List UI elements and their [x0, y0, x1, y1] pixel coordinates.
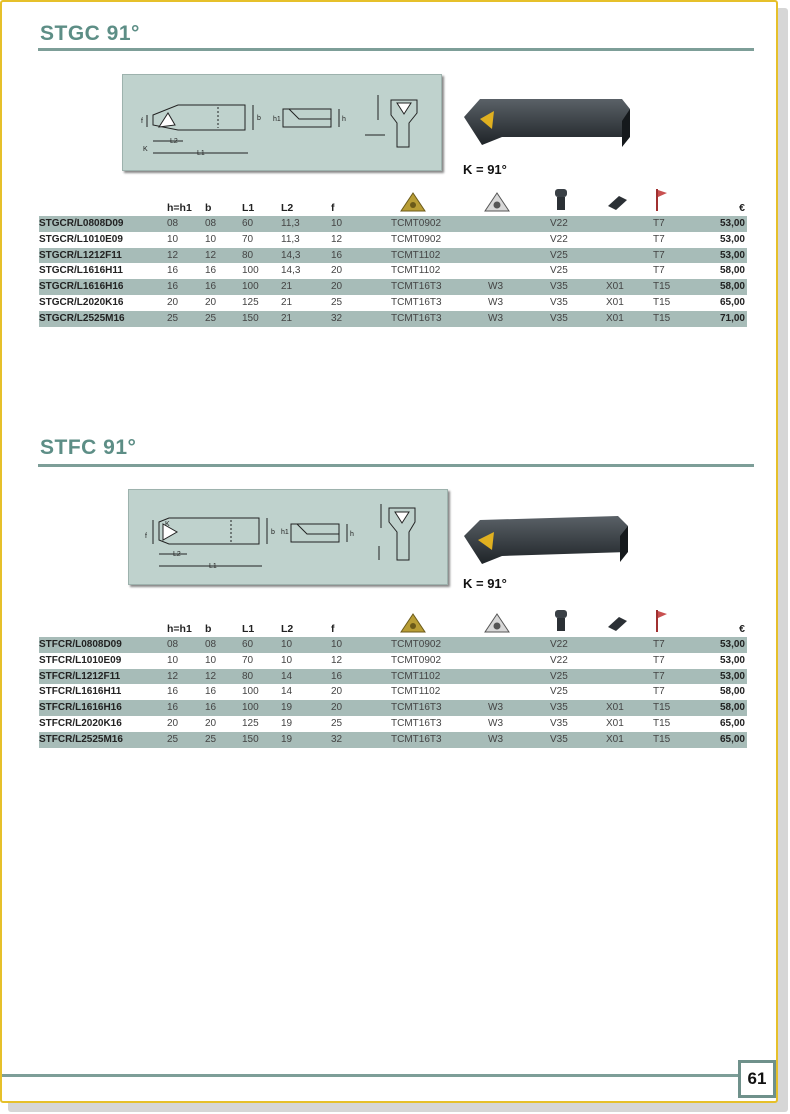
- key-icon: [655, 188, 669, 212]
- section-title: STGC 91°: [40, 22, 140, 45]
- cell-insert: TCMT0902: [391, 639, 442, 650]
- cell-price: 53,00: [719, 670, 745, 682]
- cell-l2: 10: [281, 639, 293, 650]
- cell-h: 20: [167, 296, 179, 308]
- cell-code: STFCR/L1616H11: [39, 686, 122, 698]
- cell-b: 12: [205, 249, 217, 261]
- cell-b: 20: [205, 717, 217, 729]
- cell-w: W3: [488, 296, 503, 308]
- table-row: [39, 637, 747, 653]
- cell-t: T7: [653, 218, 665, 229]
- cell-h: 16: [167, 702, 179, 714]
- cell-h: 08: [167, 639, 179, 650]
- insert-icon: [399, 613, 427, 633]
- cell-code: STFCR/L1212F11: [39, 670, 121, 682]
- table-row: [39, 716, 747, 732]
- drawing-label-b: b: [271, 529, 275, 536]
- cell-l1: 125: [242, 717, 259, 729]
- cell-t: T7: [653, 639, 665, 650]
- col-l2: L2: [281, 202, 294, 214]
- cell-v: V22: [550, 639, 568, 650]
- table-row: [39, 263, 747, 279]
- cell-b: 16: [205, 686, 217, 698]
- cell-code: STGCR/L1616H11: [39, 265, 123, 277]
- cell-f: 25: [331, 296, 343, 308]
- pin-icon: [605, 615, 629, 633]
- drawing-label-l2: L2: [170, 138, 178, 145]
- cell-l2: 11,3: [281, 218, 300, 229]
- cell-insert: TCMT1102: [391, 265, 441, 277]
- cell-x: X01: [606, 702, 624, 714]
- col-f: f: [331, 202, 335, 214]
- cell-t: T7: [653, 265, 665, 277]
- cell-price: 65,00: [719, 717, 745, 729]
- cell-l1: 60: [242, 218, 254, 229]
- cell-x: X01: [606, 312, 624, 324]
- cell-f: 12: [331, 654, 343, 666]
- drawing-label-b: b: [257, 115, 261, 122]
- cell-b: 20: [205, 296, 217, 308]
- col-h: h=h1: [167, 623, 192, 635]
- drawing-label-f: f: [145, 533, 147, 540]
- cell-insert: TCMT16T3: [391, 717, 442, 729]
- cell-code: STFCR/L0808D09: [39, 639, 122, 650]
- product-table: [39, 190, 747, 327]
- cell-b: 25: [205, 733, 217, 745]
- drawing-label-k: K: [143, 146, 148, 153]
- col-l2: L2: [281, 623, 294, 635]
- cell-b: 25: [205, 312, 217, 324]
- drawing-label-l2: L2: [173, 551, 181, 558]
- cell-v: V22: [550, 233, 568, 245]
- cell-l2: 21: [281, 296, 293, 308]
- tool-holder-icon: [462, 514, 634, 570]
- cell-price: 53,00: [719, 654, 745, 666]
- col-f: f: [331, 623, 335, 635]
- cell-v: V22: [550, 654, 568, 666]
- section-title: STFC 91°: [40, 436, 137, 459]
- cell-price: 53,00: [719, 233, 745, 245]
- cell-insert: TCMT16T3: [391, 733, 442, 745]
- col-b: b: [205, 202, 212, 214]
- cell-h: 25: [167, 312, 179, 324]
- cell-l1: 150: [242, 312, 259, 324]
- cell-w: W3: [488, 717, 503, 729]
- cell-h: 08: [167, 218, 179, 229]
- technical-drawing: [128, 489, 448, 585]
- table-row: [39, 248, 747, 264]
- cell-v: V35: [550, 717, 568, 729]
- cell-t: T15: [653, 717, 671, 729]
- cell-insert: TCMT0902: [391, 654, 442, 666]
- cell-f: 20: [331, 702, 343, 714]
- cell-l2: 19: [281, 733, 293, 745]
- table-header: [39, 611, 747, 637]
- cell-price: 65,00: [719, 296, 745, 308]
- cell-v: V35: [550, 281, 568, 293]
- cell-code: STGCR/L2020K16: [39, 296, 124, 308]
- cell-v: V35: [550, 733, 568, 745]
- col-price: €: [739, 202, 745, 214]
- cell-b: 16: [205, 265, 217, 277]
- cell-v: V35: [550, 312, 568, 324]
- cell-l1: 80: [242, 670, 254, 682]
- tool-holder-photo: [462, 514, 634, 575]
- section-rule: [38, 464, 754, 467]
- cell-price: 58,00: [719, 265, 745, 277]
- cell-t: T15: [653, 296, 671, 308]
- drawing-label-k: K: [165, 521, 170, 528]
- cell-l1: 100: [242, 281, 259, 293]
- cell-b: 16: [205, 281, 217, 293]
- cell-insert: TCMT1102: [391, 670, 441, 682]
- cell-l1: 100: [242, 702, 259, 714]
- cell-t: T15: [653, 702, 671, 714]
- table-row: [39, 700, 747, 716]
- cell-t: T7: [653, 670, 665, 682]
- cell-l1: 80: [242, 249, 254, 261]
- cell-t: T7: [653, 233, 665, 245]
- cell-t: T15: [653, 733, 671, 745]
- cell-code: STFCR/L2525M16: [39, 733, 123, 745]
- table-row: [39, 732, 747, 748]
- cell-h: 16: [167, 281, 179, 293]
- drawing-label-l1: L1: [209, 563, 217, 570]
- cell-f: 12: [331, 233, 343, 245]
- col-l1: L1: [242, 202, 255, 214]
- cell-l2: 14: [281, 670, 293, 682]
- cell-f: 16: [331, 670, 343, 682]
- col-price: €: [739, 623, 745, 635]
- shim-icon: [483, 192, 511, 212]
- tool-holder-icon: [462, 97, 634, 153]
- drawing-label-h1: h1: [273, 116, 281, 123]
- cell-code: STFCR/L1616H16: [39, 702, 122, 714]
- screw-icon: [553, 609, 569, 633]
- cell-b: 08: [205, 639, 217, 650]
- cell-insert: TCMT1102: [391, 686, 441, 698]
- cell-price: 65,00: [719, 733, 745, 745]
- drawing-label-h: h: [342, 116, 346, 123]
- cell-t: T7: [653, 654, 665, 666]
- product-table: [39, 611, 747, 748]
- cell-h: 16: [167, 265, 179, 277]
- table-header: [39, 190, 747, 216]
- cell-v: V35: [550, 296, 568, 308]
- drawing-label-h: h: [350, 531, 354, 538]
- cell-l2: 21: [281, 312, 293, 324]
- page-number: 61: [738, 1060, 776, 1098]
- cell-code: STGCR/L1212F11: [39, 249, 122, 261]
- cell-l2: 10: [281, 654, 293, 666]
- screw-icon: [553, 188, 569, 212]
- cell-code: STGCR/L1010E09: [39, 233, 123, 245]
- cell-f: 32: [331, 733, 343, 745]
- cell-l2: 19: [281, 717, 293, 729]
- cell-code: STFCR/L1010E09: [39, 654, 122, 666]
- cell-price: 53,00: [719, 218, 745, 229]
- cell-price: 71,00: [719, 312, 745, 324]
- cell-f: 20: [331, 281, 343, 293]
- col-l1: L1: [242, 623, 255, 635]
- cell-v: V22: [550, 218, 568, 229]
- cell-h: 25: [167, 733, 179, 745]
- k-angle-label: K = 91°: [463, 576, 507, 591]
- cell-x: X01: [606, 717, 624, 729]
- cell-l1: 125: [242, 296, 259, 308]
- technical-drawing: [122, 74, 442, 171]
- cell-h: 20: [167, 717, 179, 729]
- cell-insert: TCMT0902: [391, 233, 442, 245]
- table-row: [39, 653, 747, 669]
- cell-code: STFCR/L2020K16: [39, 717, 122, 729]
- footer-rule: [2, 1074, 738, 1077]
- drawing-label-l1: L1: [197, 150, 205, 157]
- section-rule: [38, 48, 754, 51]
- dimension-drawing-icon: [123, 75, 441, 170]
- cell-l1: 70: [242, 233, 254, 245]
- table-row: [39, 216, 747, 232]
- drawing-label-h1: h1: [281, 529, 289, 536]
- cell-price: 58,00: [719, 686, 745, 698]
- cell-h: 10: [167, 654, 179, 666]
- cell-f: 25: [331, 717, 343, 729]
- cell-insert: TCMT16T3: [391, 312, 442, 324]
- cell-insert: TCMT1102: [391, 249, 441, 261]
- cell-l1: 150: [242, 733, 259, 745]
- cell-b: 10: [205, 233, 217, 245]
- cell-w: W3: [488, 281, 503, 293]
- table-row: [39, 669, 747, 685]
- cell-l2: 14,3: [281, 265, 301, 277]
- cell-t: T15: [653, 281, 671, 293]
- k-angle-label: K = 91°: [463, 162, 507, 177]
- col-h: h=h1: [167, 202, 192, 214]
- table-row: [39, 232, 747, 248]
- cell-v: V25: [550, 670, 568, 682]
- cell-t: T7: [653, 249, 665, 261]
- cell-l2: 14,3: [281, 249, 301, 261]
- cell-l2: 21: [281, 281, 293, 293]
- cell-w: W3: [488, 733, 503, 745]
- cell-l2: 14: [281, 686, 293, 698]
- cell-l1: 60: [242, 639, 254, 650]
- cell-x: X01: [606, 296, 624, 308]
- cell-w: W3: [488, 312, 503, 324]
- cell-t: T15: [653, 312, 671, 324]
- cell-h: 12: [167, 249, 179, 261]
- cell-f: 16: [331, 249, 343, 261]
- cell-f: 32: [331, 312, 343, 324]
- tool-holder-photo: [462, 97, 634, 158]
- table-row: [39, 295, 747, 311]
- cell-f: 20: [331, 265, 343, 277]
- cell-l1: 70: [242, 654, 254, 666]
- cell-code: STGCR/L1616H16: [39, 281, 124, 293]
- cell-w: W3: [488, 702, 503, 714]
- cell-price: 58,00: [719, 281, 745, 293]
- cell-insert: TCMT16T3: [391, 296, 442, 308]
- table-body: [39, 637, 747, 748]
- cell-code: STGCR/L0808D09: [39, 218, 124, 229]
- cell-b: 12: [205, 670, 217, 682]
- cell-v: V25: [550, 686, 568, 698]
- cell-l2: 11,3: [281, 233, 300, 245]
- table-body: [39, 216, 747, 327]
- cell-x: X01: [606, 281, 624, 293]
- key-icon: [655, 609, 669, 633]
- pin-icon: [605, 194, 629, 212]
- cell-f: 20: [331, 686, 343, 698]
- table-row: [39, 684, 747, 700]
- cell-insert: TCMT16T3: [391, 281, 442, 293]
- cell-v: V25: [550, 249, 568, 261]
- cell-b: 10: [205, 654, 217, 666]
- cell-b: 16: [205, 702, 217, 714]
- shim-icon: [483, 613, 511, 633]
- cell-price: 53,00: [719, 639, 745, 650]
- dimension-drawing-icon: [129, 490, 447, 584]
- cell-v: V25: [550, 265, 568, 277]
- cell-code: STGCR/L2525M16: [39, 312, 125, 324]
- cell-insert: TCMT0902: [391, 218, 442, 229]
- table-row: [39, 279, 747, 295]
- cell-x: X01: [606, 733, 624, 745]
- cell-h: 16: [167, 686, 179, 698]
- cell-price: 58,00: [719, 702, 745, 714]
- drawing-label-f: f: [141, 118, 143, 125]
- insert-icon: [399, 192, 427, 212]
- cell-t: T7: [653, 686, 665, 698]
- col-b: b: [205, 623, 212, 635]
- cell-h: 12: [167, 670, 179, 682]
- cell-f: 10: [331, 639, 343, 650]
- cell-f: 10: [331, 218, 343, 229]
- cell-l1: 100: [242, 265, 259, 277]
- cell-b: 08: [205, 218, 217, 229]
- cell-insert: TCMT16T3: [391, 702, 442, 714]
- cell-l1: 100: [242, 686, 259, 698]
- cell-l2: 19: [281, 702, 293, 714]
- table-row: [39, 311, 747, 327]
- cell-price: 53,00: [719, 249, 745, 261]
- cell-v: V35: [550, 702, 568, 714]
- cell-h: 10: [167, 233, 179, 245]
